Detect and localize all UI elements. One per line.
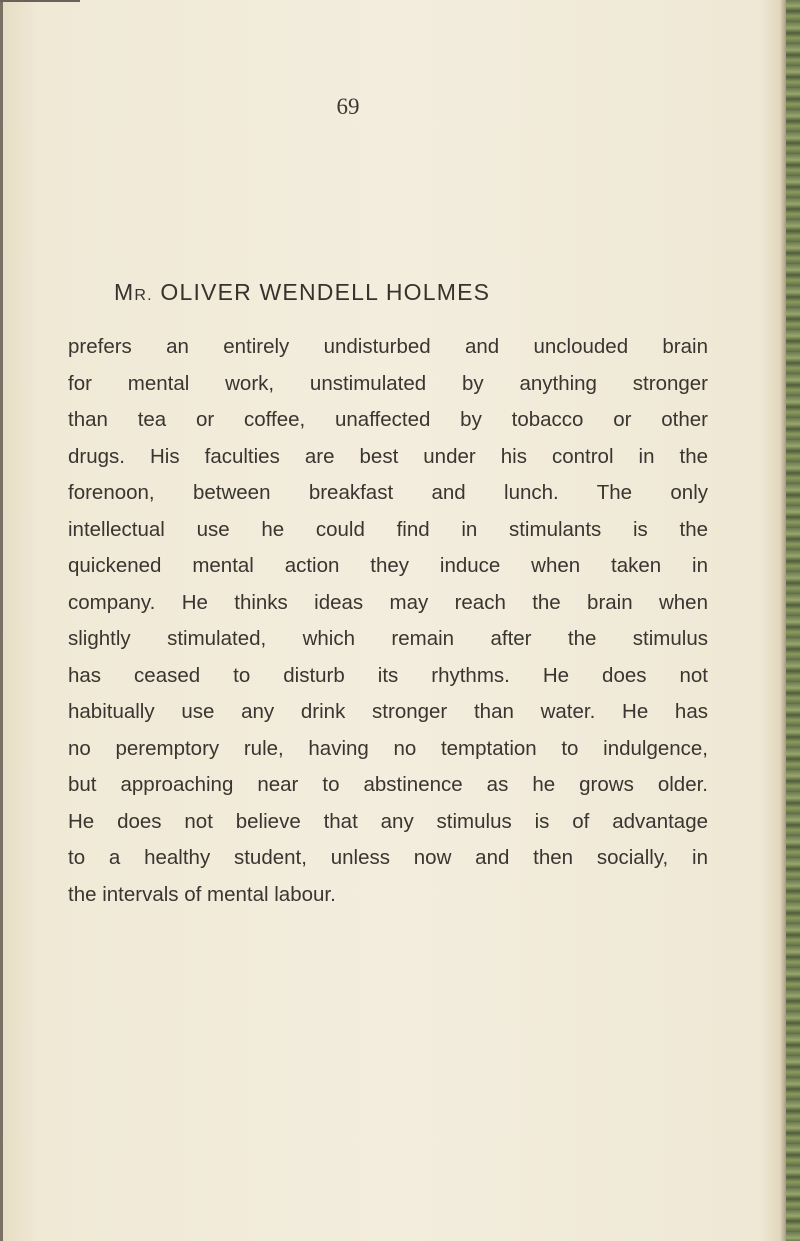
text-line: the intervals of mental labour. <box>68 882 336 906</box>
page-top-edge <box>0 0 80 2</box>
text-line: for mental work, unstimulated by anything stronger <box>68 371 708 395</box>
text-line: quickened mental action they induce when taken in <box>68 554 708 577</box>
heading-name: OLIVER WENDELL HOLMES <box>160 279 491 305</box>
text-line: company. He thinks ideas may reach the brain when <box>68 590 708 614</box>
text-line: He does not believe that any stimulus is of advantage <box>68 809 708 833</box>
text-line: than tea or coffee, unaffected by tobacco or other <box>68 408 708 431</box>
text-line: no peremptory rule, having no temptation to indulgence, <box>68 736 708 760</box>
text-line: habitually use any drink stronger than water. He has <box>68 700 708 723</box>
body-paragraph <box>68 329 708 913</box>
text-line: drugs. His faculties are best under his control in the <box>68 444 708 468</box>
text-line: slightly stimulated, which remain after the stimulus <box>68 627 708 650</box>
heading-prefix-rest: R. <box>134 287 153 304</box>
text-line: intellectual use he could find in stimulants is the <box>68 517 708 541</box>
text-line: to a healthy student, unless now and then socially, in <box>68 846 708 869</box>
text-line: forenoon, between breakfast and lunch. The only <box>68 481 708 504</box>
text-line: but approaching near to abstinence as he grows older. <box>68 773 708 796</box>
book-binding <box>786 0 800 1241</box>
text-line: prefers an entirely undisturbed and unclouded brain <box>68 335 708 358</box>
text-line: has ceased to disturb its rhythms. He does not <box>68 663 708 687</box>
section-heading <box>114 279 490 306</box>
page-left-edge <box>0 0 3 1241</box>
page-number: 69 <box>336 94 360 119</box>
heading-prefix-initial: M <box>114 279 135 305</box>
